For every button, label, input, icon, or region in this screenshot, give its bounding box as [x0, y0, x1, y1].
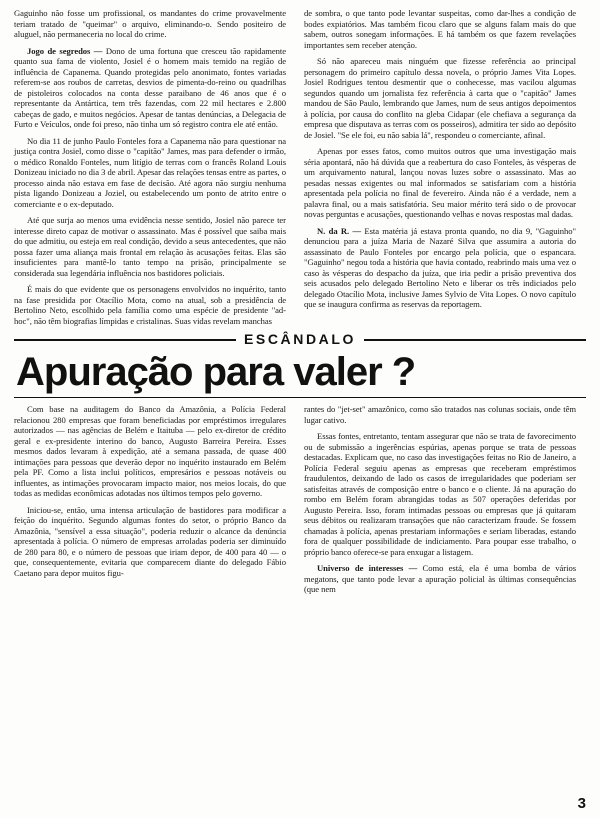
page-number: 3: [577, 795, 586, 812]
paragraph: Iniciou-se, então, uma intensa articulação de bastidores para modificar a feição do inquérito. Segundo algumas fontes do setor, o próprio Banco da Amazônia, "sensível a essa situação", poderia reduzir o alcance da denúncia apresentada à polícia. O número de empresas arroladas poderia ser diminuído de 280 para 80, e o número de pessoas que iriam depor, de 400 para 40 — o que, consequentemente, evitaria que comparecem diante do delegado Fábio Caetano para depor muitos figu-: [14, 504, 286, 578]
paragraph: rantes do "jet-set" amazônico, como são tratados nas colunas sociais, onde têm lugar cativo.: [304, 404, 576, 425]
top-article-right-column: [304, 8, 576, 316]
paragraph: Gaguinho não fosse um profissional, os mandantes do crime provavelmente teriam tratado de "queimar" o arquivo, eliminando-o. Sendo positeiro de aluguel, não permaneceria no local do crime.: [14, 8, 286, 39]
paragraph: Apenas por esses fatos, como muitos outros que uma investigação mais séria apontará, não há dúvida que a reabertura do caso Fonteles, às vésperas de um arquivamento natural, lançou novas luzes sobre o assassinato. Mas ao pesadas nessas exigentes ou mal informados se satisfariam com a história apresentada pela polícia no final de fevereiro. Ainda não é a verdade, nem a palavra final, ou a mais satisfatória. Seu maior mérito terá sido o de provocar novas perguntas e acusações, questionando velhas e novas respostas mal dadas.: [304, 146, 576, 219]
bottom-article-right-column: [304, 404, 576, 601]
paragraph: Só não apareceu mais ninguém que fizesse referência ao principal personagem do primeiro capítulo dessa novela, o próprio James Vita Lopes. Josiel Rodrigues tentou desmentir que o conhecesse, mas vacilou algumas segundos quando um jornalista fez referência à carta que o "capitão" James mandou de São Paulo, lembrando que James, num de seus antigos depoimentos à polícia, por causa do conflito na gleba Cidapar (ele chefiava a segurança da empresa que disputava as terras com os posseiros), admitira ter sido ao depósito de Josiel. "Se ele foi, eu não sabia lá", respondeu o comerciante, afinal.: [304, 56, 576, 140]
page-title: Apuração para valer ?: [16, 350, 416, 394]
paragraph-nota-da-redacao: N. da R. — Esta matéria já estava pronta quando, no dia 9, "Gaguinho" denunciou para a juíza Maria de Nazaré Silva que assumira a autoria do assassinato de Paulo Fonteles por encargo pela polícia, que o espancara. "Gaguinho" negou toda a história que havia contado, reabrindo mais uma vez o caso às vésperas do despacho da juíza, que iria pedir a prisão preventiva dos seis acusados pelo delegado Bertolino Neto e liberar os três indiciados pelo delegado Otacílio Mota, inclusive James Sylvio de Vita Lopes. O novo capítulo que se inaugura confirma as reservas da reportagem.: [304, 225, 576, 309]
kicker-row: [14, 331, 586, 349]
paragraph: No dia 11 de junho Paulo Fonteles fora a Capanema não para questionar na justiça contra Josiel, como disse o "capitão" James, mas para defender o irmão, o médico Ronaldo Fonteles, num litígio de terras com o francês Roland Louis Donizeau iniciado no dia 3 de abril. Apesar das relações tensas entre as partes, o processo ainda não estava em fase de decisão. Até agora não surgiu nenhuma pista ligando Donizeau a Joziel, ou estabelecendo um ponto de atrito entre o comerciante e o ex-deputado.: [14, 135, 286, 209]
top-article: [14, 8, 586, 332]
paragraph: Essas fontes, entretanto, tentam assegurar que não se trata de favorecimento ou de submissão a ingerências espúrias, apenas porque se trata de pessoas destacadas. Explicam que, no caso das investigações feitas no Rio de Janeiro, a Polícia Federal seguiu apenas as empresas que receberam empréstimos fraudulentos, deixando de lado os casos de irregularidades que poderiam ser satisfeitas através de composição entre o banco e o cliente. Já na apuração do rombo em Belém foram abrangidas todas as 507 operações deferidas por Augusto Pereira. Isso, foram intimadas pessoas ou empresas que já quitaram seus débitos ou realizaram transações que não caracterizam fraude. Se fossem chamadas à polícia, apenas prestariam informações e seriam liberadas, estando fora de qualquer possibilidade de indiciamento. Para poupar esse trabalho, o próprio banco oferece-se para enxugar a listagem.: [304, 431, 576, 557]
paragraph: de sombra, o que tanto pode levantar suspeitas, como dar-lhes a condição de bodes expiatórios. Mas também ficou claro que se alguns falam mais do que sabem, outros sonegam informações. E há também os que fazem revelações importantes sem receber atenção.: [304, 8, 576, 50]
paragraph: Com base na auditagem do Banco da Amazônia, a Polícia Federal relacionou 280 empresas que foram beneficiadas por empréstimos irregulares autorizados — nas agências de Belém e Itaituba — pelo ex-diretor de crédito geral e ex-presidente interino do banco, Augusto Barreira Pereira. Esses mesmos dados levaram à expedição, até a semana passada, de quase 400 intimações para pessoas que deverão depor no inquérito instaurado em Belém pela PF. Como a lista inclui políticos, empresários e pessoas notáveis ou influentes, as intimações provocaram impacto maior, nos meios locais, do que todas as medidas econômicas adotadas nos últimos tempos pelo governo.: [14, 404, 286, 498]
headline-block: [14, 331, 586, 398]
headline-divider: [14, 397, 586, 398]
bottom-article: [14, 404, 586, 601]
paragraph-universo-de-interesses: Universo de interesses — Como está, ela é uma bomba de vários megatons, que tanto pode levar a apuração policial às últimas consequências (que nem: [304, 563, 576, 594]
paragraph: É mais do que evidente que os personagens envolvidos no inquérito, tanto na fase presidida por Otacílio Mota, como na atual, sob a presidência de Bertolino Neto, escolhido pela família como uma espécie de presidente "ad-hoc", não têm biografias límpidas e cristalinas. Suas vidas revelam manchas: [14, 284, 286, 326]
bottom-article-left-column: [14, 404, 286, 584]
section-kicker: ESCÂNDALO: [236, 331, 364, 347]
paragraph: Até que surja ao menos uma evidência nesse sentido, Josiel não parece ter interesse direto capaz de motivar o assassinato. Mas é possível que saiba mais do que admitiu, ou esteja em real condição, devido a seus antecedentes, que não possa fazer uma aliança mais frontal em relação às acusações feitas. Elas são insuficientes para mantê-lo tanto tempo na prisão, principalmente se considerada sua legendária influência nos bastidores policiais.: [14, 215, 286, 278]
paragraph-jogo-de-segredos: Jogo de segredos — Dono de uma fortuna que cresceu tão rapidamente quanto sua fama de violento, Josiel é o homem mais temido na região de influência de Capanema. Quando protegidas pelo anonimato, fontes variadas referem-se aos roubos de carretas, desvios de pimenta-do-reino ou quadrilhas de pistoleiros colocados na conta desse paraibano de 46 anos que é o representante da Antártica, tem três fazendas, com 22 mil hectares e 2.800 cabeças de gado, e muitos negócios. Apesar de tantas denúncias, a Delegacia de Furto e Veículos, onde foi preso, não tinha um só registro contra ele até então.: [14, 45, 286, 129]
top-article-left-column: [14, 8, 286, 332]
